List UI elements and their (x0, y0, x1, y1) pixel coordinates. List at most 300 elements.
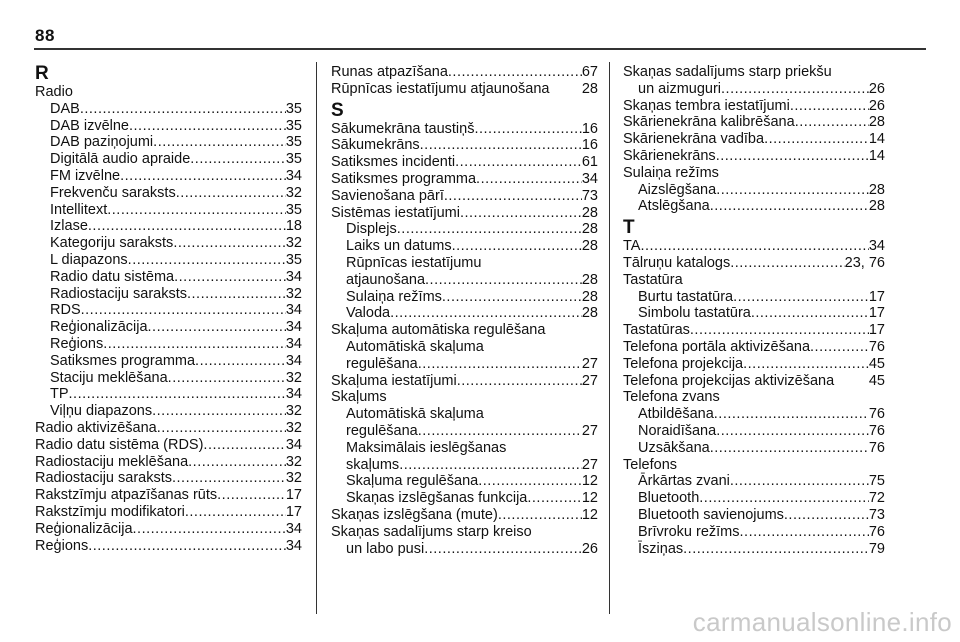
index-entry[interactable] (331, 154, 598, 171)
dot-leader (764, 131, 869, 148)
dot-leader (103, 336, 286, 353)
index-entry-page: 76 (868, 523, 885, 540)
index-entry[interactable] (623, 81, 885, 98)
index-entry-page: 34 (285, 268, 302, 285)
dot-leader (710, 198, 869, 215)
index-entry[interactable] (623, 289, 885, 306)
index-entry-term: Sistēmas iestatījumi (331, 204, 460, 221)
page-number: 88 (35, 26, 55, 45)
index-entry-page: 17 (285, 503, 302, 520)
index-entry-term: Reģions (50, 335, 104, 352)
index-entry-page: 17 (868, 305, 885, 322)
index-entry-term: Noraidīšana (638, 422, 717, 439)
index-entry-term: Telefona projekcija (623, 355, 744, 372)
index-entry-page: 34 (285, 352, 302, 369)
index-entry-term: Skaņas izslēgšanas funkcija (346, 490, 528, 507)
dot-leader (88, 538, 286, 555)
index-entry-term: regulēšana (346, 355, 418, 372)
index-entry[interactable] (35, 235, 302, 252)
index-entry-term: Burtu tastatūra (638, 288, 734, 305)
index-entry-term: un labo pusi (346, 540, 425, 557)
dot-leader (690, 322, 869, 339)
index-entry[interactable] (35, 101, 302, 118)
dot-leader (174, 269, 286, 286)
index-entry-page: 28 (868, 198, 885, 215)
index-entry-page: 32 (285, 403, 302, 420)
index-entry[interactable] (35, 420, 302, 437)
index-entry[interactable] (331, 188, 598, 205)
index-entry-page: 18 (285, 218, 302, 235)
index-entry[interactable] (623, 524, 885, 541)
index-entry-term: Rakstzīmju atpazīšanas rūts (35, 487, 218, 504)
index-entry[interactable] (35, 487, 302, 504)
dot-leader (740, 524, 869, 541)
index-entry[interactable] (331, 171, 598, 188)
index-entry-page: 23, 76 (844, 254, 885, 271)
index-entry-term: DAB (50, 100, 80, 117)
dot-leader (168, 370, 286, 387)
dot-leader (390, 305, 582, 322)
index-entry-page: 35 (285, 117, 302, 134)
dot-leader (795, 114, 869, 131)
index-heading: Skaļums (331, 389, 387, 406)
index-entry-page: 34 (868, 238, 885, 255)
index-entry[interactable] (35, 134, 302, 151)
index-entry-term: Atbildēšana (638, 406, 714, 423)
index-entry-page: 76 (868, 439, 885, 456)
index-entry-term: Skaļuma iestatījumi (331, 372, 457, 389)
index-entry-term: DAB paziņojumi (50, 134, 154, 151)
dot-leader (187, 286, 286, 303)
dot-leader (69, 386, 286, 403)
index-entry-term: Digitālā audio apraide (50, 151, 191, 168)
index-entry[interactable] (623, 490, 885, 507)
index-entry-term: Īsziņas (638, 540, 684, 557)
index-entry-term: regulēšana (346, 422, 418, 439)
index-entry-term: skaļums (346, 456, 400, 473)
index-entry[interactable] (331, 121, 598, 138)
index-entry-page: 27 (581, 372, 598, 389)
index-entry-term: Reģionalizācija (35, 520, 133, 537)
index-entry-page: 34 (285, 319, 302, 336)
index-entry-page: 72 (868, 490, 885, 507)
index-entry-term: Satiksmes programma (50, 352, 196, 369)
index-entry-term: Displejs (346, 221, 397, 238)
index-entry-page: 12 (581, 490, 598, 507)
index-entry-term: Laiks un datums (346, 238, 452, 255)
index-entry-page: 35 (285, 151, 302, 168)
index-entry-term: Ārkārtas zvani (638, 473, 730, 490)
index-heading: Telefona zvans (623, 389, 720, 406)
index-entry-term: Brīvroku režīms (638, 523, 740, 540)
index-entry-term: Rūpnīcas iestatījumu atjaunošana (331, 80, 550, 97)
dot-leader (474, 121, 581, 138)
index-entry[interactable] (35, 386, 302, 403)
dot-leader (710, 440, 869, 457)
index-entry-page: 28 (868, 114, 885, 131)
index-entry-term: Sākumekrāna taustiņš (331, 120, 475, 137)
index-entry-page: 28 (581, 221, 598, 238)
dot-leader (418, 423, 582, 440)
index-entry[interactable] (331, 205, 598, 222)
index-entry-page: 35 (285, 251, 302, 268)
index-heading: Maksimālais ieslēgšanas (346, 439, 507, 456)
index-entry-term: Radiostaciju saraksts (50, 285, 187, 302)
index-entry-term: Skaļuma regulēšana (346, 473, 479, 490)
index-entry[interactable] (35, 353, 302, 370)
index-entry[interactable] (331, 473, 598, 490)
index-entry[interactable] (623, 255, 885, 272)
index-heading: Automātiskā skaļuma (346, 406, 484, 423)
dot-leader (751, 305, 869, 322)
index-entry-page: 14 (868, 131, 885, 148)
index-entry-page: 28 (868, 181, 885, 198)
index-entry[interactable] (35, 118, 302, 135)
dot-leader (129, 118, 286, 135)
index-entry-term: Radiostaciju meklēšana (35, 453, 189, 470)
index-entry[interactable] (623, 423, 885, 440)
index-entry[interactable] (35, 403, 302, 420)
index-entry[interactable] (623, 507, 885, 524)
index-entry[interactable] (331, 356, 598, 373)
index-entry-page: 35 (285, 201, 302, 218)
index-entry[interactable] (623, 339, 885, 356)
index-entry[interactable] (623, 198, 885, 215)
index-heading: Rūpnīcas iestatījumu (346, 254, 482, 271)
index-entry[interactable] (35, 521, 302, 538)
index-entry[interactable] (623, 406, 885, 423)
index-entry-term: Skārienekrāns (623, 147, 716, 164)
index-entry-term: Runas atpazīšana (331, 64, 448, 80)
index-entry-term: Kategoriju saraksts (50, 235, 174, 252)
index-entry[interactable] (331, 305, 598, 322)
index-entry-term: Intellitext (50, 201, 108, 218)
index-entry-term: Sulaiņa režīms (346, 288, 442, 305)
dot-leader (478, 473, 582, 490)
index-entry-page: 34 (285, 335, 302, 352)
dot-leader (743, 356, 869, 373)
index-entry[interactable] (331, 221, 598, 238)
dot-leader (88, 218, 286, 235)
index-entry[interactable] (35, 286, 302, 303)
index-entry-term: Viļņu diapazons (50, 403, 153, 420)
section-letter: S (331, 99, 344, 121)
dot-leader (476, 171, 582, 188)
index-entry-page: 12 (581, 506, 598, 523)
index-entry-page: 34 (581, 170, 598, 187)
index-entry[interactable] (35, 151, 302, 168)
index-entry-term: Tastatūras (623, 322, 690, 339)
index-entry[interactable] (623, 541, 885, 558)
index-entry-term: Radio datu sistēma (50, 268, 175, 285)
dot-leader (107, 202, 286, 219)
index-entry-term: Skārienekrāna vadība (623, 131, 765, 148)
index-entry-page: 32 (285, 184, 302, 201)
index-entry-page: 73 (581, 187, 598, 204)
index-entry-page: 35 (285, 100, 302, 117)
index-entry[interactable] (35, 269, 302, 286)
index-entry-page: 32 (285, 369, 302, 386)
index-entry-page: 73 (868, 506, 885, 523)
dot-leader (120, 168, 286, 185)
index-entry-term: TA (623, 238, 641, 255)
index-entry[interactable] (331, 64, 598, 81)
index-entry-page: 17 (868, 288, 885, 305)
index-entry-term: L diapazons (50, 251, 128, 268)
index-entry[interactable] (331, 137, 598, 154)
index-entry[interactable] (35, 504, 302, 521)
dot-leader (810, 339, 869, 356)
dot-leader (80, 101, 286, 118)
section-letter: T (623, 217, 635, 239)
dot-leader (457, 373, 582, 390)
index-entry-term: Reģions (35, 537, 89, 554)
dot-leader (173, 235, 286, 252)
dot-leader (128, 252, 286, 269)
index-entry-page: 76 (868, 406, 885, 423)
index-entry-term: Sākumekrāns (331, 137, 420, 154)
dot-leader (455, 154, 582, 171)
index-entry[interactable] (331, 272, 598, 289)
index-entry-page: 28 (581, 288, 598, 305)
index-entry-term: DAB izvēlne (50, 117, 129, 134)
index-entry-page: 34 (285, 302, 302, 319)
dot-leader (152, 403, 286, 420)
index-entry[interactable] (623, 305, 885, 322)
index-entry-term: Aizslēgšana (638, 181, 717, 198)
index-entry-page: 27 (581, 422, 598, 439)
index-entry-page: 27 (581, 456, 598, 473)
index-entry-page: 32 (285, 419, 302, 436)
index-entry[interactable] (35, 470, 302, 487)
index-entry-term: Skaņas izslēgšana (mute) (331, 506, 498, 523)
index-entry-page: 28 (581, 305, 598, 322)
dot-leader (683, 541, 869, 558)
index-column-2 (331, 64, 598, 557)
dot-leader (730, 255, 844, 272)
index-column-1 (35, 64, 302, 554)
index-entry[interactable] (623, 131, 885, 148)
dot-leader (81, 302, 286, 319)
index-entry-term: Frekvenču saraksts (50, 184, 176, 201)
index-entry-page: 79 (868, 540, 885, 557)
dot-leader (148, 319, 286, 336)
dot-leader (640, 238, 868, 255)
dot-leader (448, 64, 582, 81)
index-heading: Automātiskā skaļuma (346, 338, 484, 355)
index-entry-page: 35 (285, 134, 302, 151)
index-column-3 (623, 64, 885, 557)
index-entry[interactable] (331, 289, 598, 306)
dot-leader (790, 98, 869, 115)
dot-leader (699, 490, 869, 507)
index-entry[interactable] (331, 81, 598, 98)
index-entry-page: 12 (581, 473, 598, 490)
index-entry[interactable] (35, 437, 302, 454)
index-entry[interactable] (35, 370, 302, 387)
index-entry[interactable] (331, 457, 598, 474)
index-entry-page: 34 (285, 537, 302, 554)
index-entry[interactable] (623, 114, 885, 131)
index-entry-page: 34 (285, 520, 302, 537)
dot-leader (153, 134, 286, 151)
dot-leader (444, 188, 582, 205)
dot-leader (133, 521, 286, 538)
index-entry-page: 27 (581, 355, 598, 372)
dot-leader (425, 272, 582, 289)
dot-leader (172, 470, 286, 487)
dot-leader (716, 182, 869, 199)
dot-leader (203, 437, 285, 454)
dot-leader (452, 238, 582, 255)
index-entry-page: 34 (285, 167, 302, 184)
index-entry[interactable] (623, 356, 885, 373)
index-entry-page: 28 (581, 80, 598, 97)
dot-leader (784, 507, 869, 524)
index-entry-term: Telefona projekcijas aktivizēšana (623, 372, 835, 389)
index-entry[interactable] (35, 336, 302, 353)
index-entry[interactable] (623, 148, 885, 165)
index-entry[interactable] (331, 541, 598, 558)
dot-leader (716, 148, 869, 165)
index-heading: Sulaiņa režīms (623, 164, 719, 181)
index-entry-page: 28 (581, 238, 598, 255)
index-entry-page: 26 (868, 97, 885, 114)
dot-leader (498, 507, 582, 524)
index-heading: Skaņas sadalījums starp kreiso (331, 523, 532, 540)
index-entry-term: Satiksmes incidenti (331, 154, 456, 171)
index-entry[interactable] (331, 423, 598, 440)
column-divider-2 (609, 62, 610, 614)
section-letter: R (35, 63, 49, 84)
index-entry[interactable] (35, 168, 302, 185)
index-entry-term: Valoda (346, 305, 391, 322)
index-entry-term: Radio aktivizēšana (35, 419, 157, 436)
dot-leader (460, 205, 582, 222)
index-heading: Skaņas sadalījums starp priekšu (623, 64, 832, 80)
dot-leader (217, 487, 286, 504)
index-entry[interactable] (623, 473, 885, 490)
index-entry[interactable] (35, 302, 302, 319)
index-entry-term: un aizmuguri (638, 80, 722, 97)
index-entry[interactable] (35, 454, 302, 471)
index-entry[interactable] (35, 538, 302, 555)
index-entry[interactable] (35, 319, 302, 336)
index-entry-term: Tālruņu katalogs (623, 254, 731, 271)
index-entry-term: Skaņas tembra iestatījumi (623, 97, 790, 114)
dot-leader (733, 289, 869, 306)
dot-leader (527, 490, 582, 507)
index-heading: Tastatūra (623, 271, 683, 288)
index-entry[interactable] (623, 238, 885, 255)
dot-leader (721, 81, 869, 98)
index-entry-page: 26 (581, 540, 598, 557)
index-entry-term: Savienošana pārī (331, 187, 444, 204)
index-entry-term: Skārienekrāna kalibrēšana (623, 114, 795, 131)
index-entry-term: TP (50, 386, 69, 403)
index-entry-term: Bluetooth (638, 490, 700, 507)
dot-leader (188, 454, 286, 471)
dot-leader (418, 356, 582, 373)
index-entry-term: Radio datu sistēma (RDS) (35, 436, 204, 453)
footer-watermark: carmanualsonline.info (692, 607, 952, 637)
index-entry[interactable] (331, 507, 598, 524)
dot-leader (714, 406, 869, 423)
index-entry-page: 45 (868, 355, 885, 372)
index-entry-term: Staciju meklēšana (50, 369, 168, 386)
index-entry-page: 34 (285, 436, 302, 453)
dot-leader (420, 137, 582, 154)
header-rule (34, 48, 926, 50)
index-entry[interactable] (35, 218, 302, 235)
index-entry[interactable] (623, 373, 885, 390)
index-entry[interactable] (35, 202, 302, 219)
index-entry-term: Rakstzīmju modifikatori (35, 503, 185, 520)
index-entry-page: 28 (581, 271, 598, 288)
dot-leader (185, 504, 286, 521)
index-entry-page: 17 (868, 322, 885, 339)
index-entry-term: Satiksmes programma (331, 170, 477, 187)
index-entry[interactable] (35, 185, 302, 202)
index-entry-page: 32 (285, 285, 302, 302)
index-entry-page: 16 (581, 120, 598, 137)
index-entry-term: Atslēgšana (638, 198, 710, 215)
index-entry-term: Reģionalizācija (50, 319, 148, 336)
index-entry-page: 32 (285, 235, 302, 252)
index-entry-page: 14 (868, 147, 885, 164)
dot-leader (195, 353, 286, 370)
index-entry-term: FM izvēlne (50, 167, 121, 184)
index-entry-page: 34 (285, 386, 302, 403)
index-entry-term: Radiostaciju saraksts (35, 470, 172, 487)
index-entry-page: 32 (285, 453, 302, 470)
index-entry-term: Telefona portāla aktivizēšana (623, 338, 811, 355)
index-entry-page: 17 (285, 487, 302, 504)
index-entry-term: Bluetooth savienojums (638, 506, 784, 523)
index-entry[interactable] (331, 490, 598, 507)
index-heading: Skaļuma automātiska regulēšana (331, 322, 546, 339)
dot-leader (716, 423, 869, 440)
index-entry-page: 76 (868, 422, 885, 439)
index-entry-term: Uzsākšana (638, 439, 710, 456)
dot-leader (730, 473, 869, 490)
dot-leader (397, 221, 582, 238)
index-entry[interactable] (623, 182, 885, 199)
index-entry-page: 75 (868, 473, 885, 490)
index-entry[interactable] (35, 252, 302, 269)
dot-leader (157, 420, 286, 437)
index-entry-page: 76 (868, 338, 885, 355)
index-entry-term: RDS (50, 302, 81, 319)
dot-leader (442, 289, 582, 306)
dot-leader (399, 457, 582, 474)
index-entry-page: 16 (581, 137, 598, 154)
index-entry[interactable] (331, 238, 598, 255)
index-heading: Radio (35, 84, 73, 100)
column-divider-1 (316, 62, 317, 614)
index-entry[interactable] (623, 440, 885, 457)
index-entry-term: Izlase (50, 218, 88, 235)
index-entry-term: atjaunošana (346, 271, 426, 288)
dot-leader (190, 151, 286, 168)
index-heading: Telefons (623, 456, 678, 473)
index-entry[interactable] (623, 322, 885, 339)
index-entry[interactable] (623, 98, 885, 115)
index-entry-page: 28 (581, 204, 598, 221)
index-entry-page: 32 (285, 470, 302, 487)
dot-leader (424, 541, 582, 558)
index-entry[interactable] (331, 373, 598, 390)
